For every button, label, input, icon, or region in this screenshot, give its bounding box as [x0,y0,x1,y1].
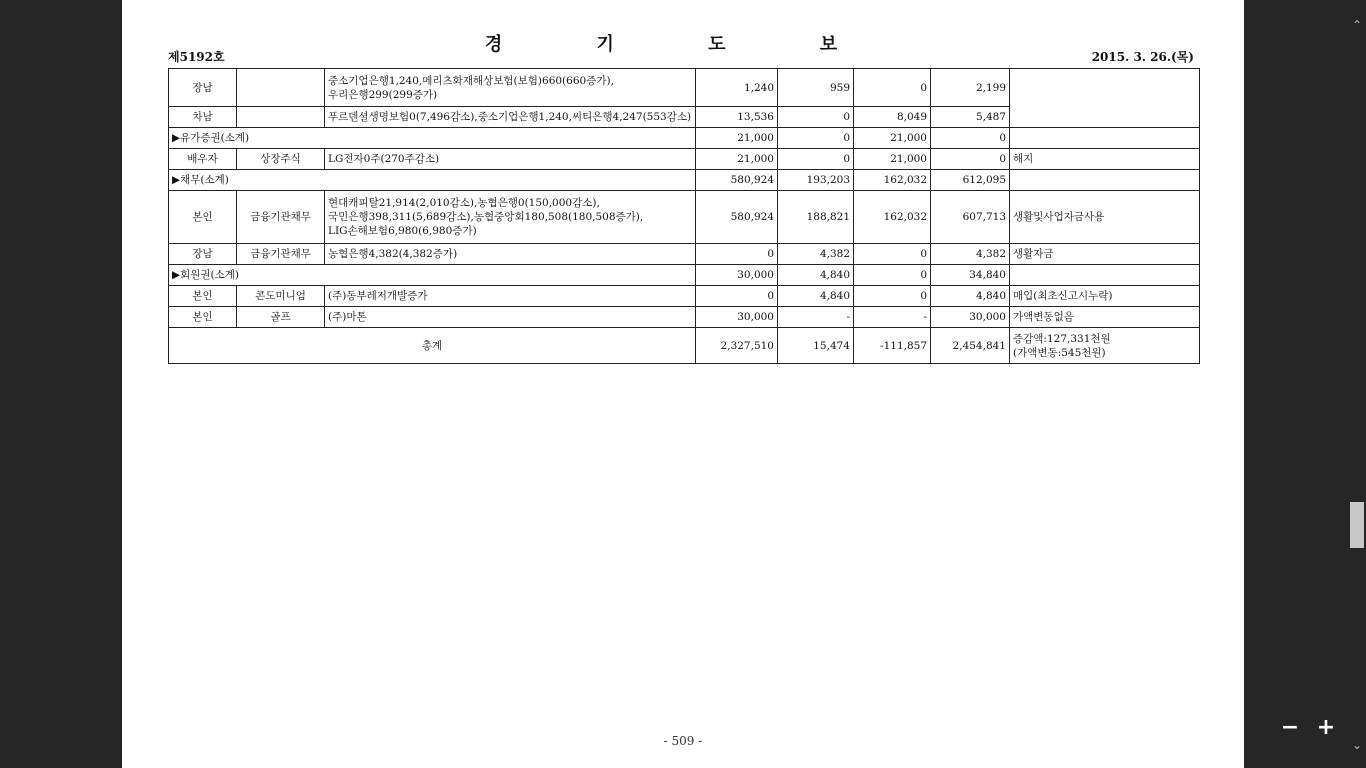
increase-cell: 0 [778,149,854,170]
asset-kind-cell: 골프 [237,307,325,328]
table-row [169,191,1200,244]
increase-cell: 188,821 [778,191,854,244]
zoom-in-button[interactable]: + [1316,715,1336,740]
increase-cell: 4,840 [778,265,854,286]
relation-cell: 장남 [169,244,237,265]
table-row [169,128,1200,149]
increase-cell: 15,474 [778,328,854,364]
prev-value-cell: 580,924 [696,191,778,244]
prev-value-cell: 0 [696,244,778,265]
asset-detail-cell: (주)동부레저개발증가 [325,286,696,307]
decrease-cell: 0 [854,69,931,107]
note-cell: 가액변동없음 [1010,307,1200,328]
current-value-cell: 30,000 [931,307,1010,328]
table-row [169,328,1200,364]
relation-cell: 차남 [169,107,237,128]
current-value-cell: 4,840 [931,286,1010,307]
asset-disclosure-table [168,68,1200,364]
asset-detail-cell: LG전자0주(270주감소) [325,149,696,170]
asset-kind-cell: 금융기관채무 [237,244,325,265]
relation-cell: 장남 [169,69,237,107]
prev-value-cell: 21,000 [696,128,778,149]
subtotal-label-cell: ▶채무(소계) [169,170,696,191]
relation-cell: 배우자 [169,149,237,170]
page-number: - 509 - [663,734,703,748]
issue-number: 제5192호 [168,50,225,64]
asset-detail-cell: 농협은행4,382(4,382증가) [325,244,696,265]
decrease-cell: 21,000 [854,149,931,170]
current-value-cell: 0 [931,149,1010,170]
asset-kind-cell [237,69,325,107]
note-cell [1010,69,1200,128]
note-cell [1010,128,1200,149]
note-cell [1010,265,1200,286]
table-row [169,170,1200,191]
asset-detail-cell: 푸르덴셜생명보험0(7,496감소),중소기업은행1,240,씨티은행4,247(553감소) [325,107,696,128]
current-value-cell: 2,199 [931,69,1010,107]
prev-value-cell: 1,240 [696,69,778,107]
decrease-cell: 162,032 [854,170,931,191]
increase-cell: 0 [778,107,854,128]
relation-cell: 본인 [169,286,237,307]
increase-cell: - [778,307,854,328]
note-cell: 증감액:127,331천원 (가액변동:545천원) [1010,328,1200,364]
prev-value-cell: 30,000 [696,307,778,328]
decrease-cell: 162,032 [854,191,931,244]
table-row [169,265,1200,286]
prev-value-cell: 580,924 [696,170,778,191]
subtotal-label-cell: ▶유가증권(소계) [169,128,696,149]
relation-cell: 본인 [169,307,237,328]
asset-detail-cell: 중소기업은행1,240,메리츠화재해상보험(보험)660(660증가), 우리은행299(299증가) [325,69,696,107]
increase-cell: 959 [778,69,854,107]
current-value-cell: 0 [931,128,1010,149]
asset-kind-cell: 금융기관채무 [237,191,325,244]
increase-cell: 0 [778,128,854,149]
note-cell: 매입(최초신고시누락) [1010,286,1200,307]
asset-kind-cell: 상장주식 [237,149,325,170]
note-cell [1010,170,1200,191]
document-page [122,0,1244,768]
relation-cell: 본인 [169,191,237,244]
decrease-cell: 8,049 [854,107,931,128]
note-cell: 생활자금 [1010,244,1200,265]
scrollbar-thumb[interactable] [1350,502,1364,548]
note-cell: 생활및사업자금사용 [1010,191,1200,244]
table-row [169,69,1200,107]
prev-value-cell: 21,000 [696,149,778,170]
decrease-cell: 0 [854,265,931,286]
subtotal-label-cell: ▶회원권(소계) [169,265,696,286]
current-value-cell: 612,095 [931,170,1010,191]
document-title: 경 기 도 보 [484,34,882,55]
prev-value-cell: 0 [696,286,778,307]
scroll-up-icon[interactable]: ⌃ [1351,18,1363,32]
table-row [169,149,1200,170]
decrease-cell: 0 [854,244,931,265]
decrease-cell: 0 [854,286,931,307]
asset-detail-cell: (주)마톤 [325,307,696,328]
current-value-cell: 5,487 [931,107,1010,128]
current-value-cell: 2,454,841 [931,328,1010,364]
note-cell: 해지 [1010,149,1200,170]
issue-date: 2015. 3. 26.(목) [1091,50,1194,64]
table-row [169,286,1200,307]
decrease-cell: - [854,307,931,328]
zoom-out-button[interactable]: − [1280,715,1300,740]
asset-kind-cell [237,107,325,128]
asset-detail-cell: 현대캐피탈21,914(2,010감소),농협은행0(150,000감소), 국민은행398,311(5,689감소),농협중앙회180,508(180,508증가), LIG손해보험6,980(6,980증가) [325,191,696,244]
table-row [169,307,1200,328]
current-value-cell: 4,382 [931,244,1010,265]
asset-kind-cell: 콘도미니엄 [237,286,325,307]
prev-value-cell: 30,000 [696,265,778,286]
table-row [169,244,1200,265]
increase-cell: 4,840 [778,286,854,307]
vertical-scrollbar[interactable] [1348,0,1366,768]
decrease-cell: -111,857 [854,328,931,364]
total-label-cell: 총계 [169,328,696,364]
current-value-cell: 34,840 [931,265,1010,286]
prev-value-cell: 2,327,510 [696,328,778,364]
prev-value-cell: 13,536 [696,107,778,128]
decrease-cell: 21,000 [854,128,931,149]
scroll-down-icon[interactable]: ⌄ [1351,738,1363,752]
current-value-cell: 607,713 [931,191,1010,244]
increase-cell: 193,203 [778,170,854,191]
increase-cell: 4,382 [778,244,854,265]
